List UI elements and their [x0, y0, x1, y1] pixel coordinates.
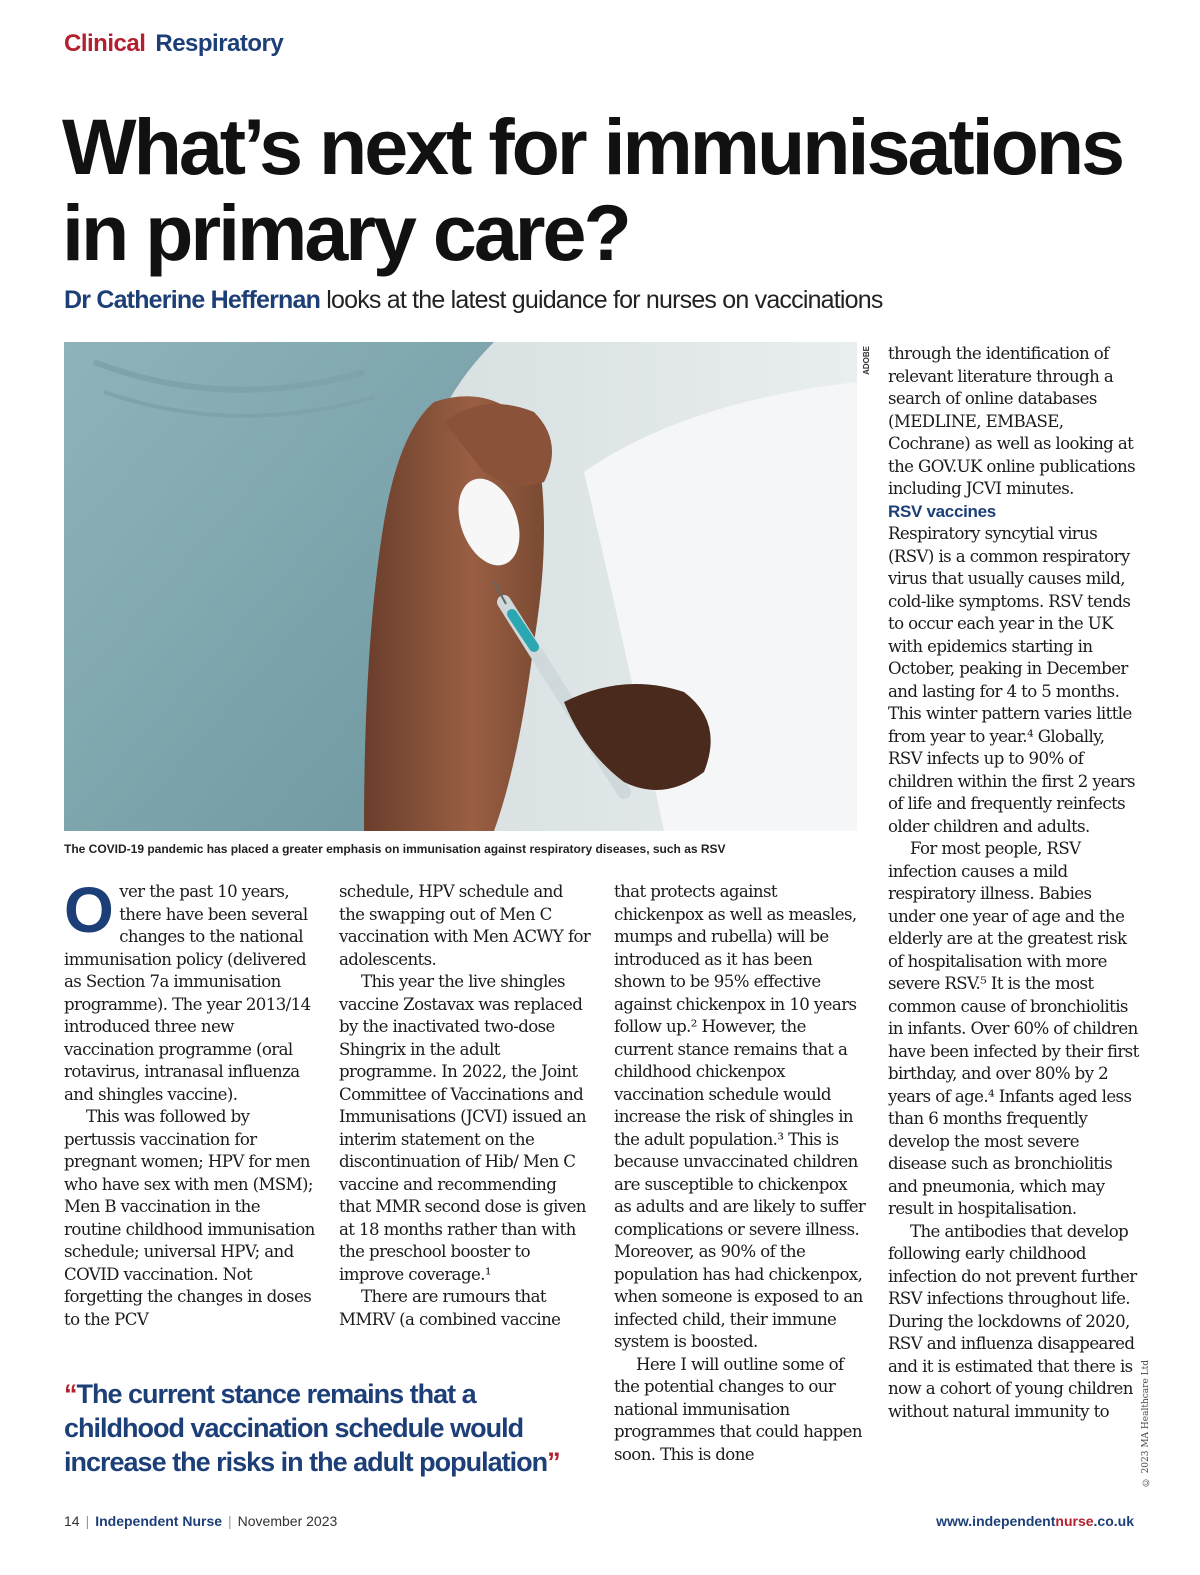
article-photo	[64, 342, 857, 831]
paragraph: schedule, HPV schedule and the swapping out of Men C vaccination with Men ACWY for adolescents.	[339, 882, 591, 969]
standfirst	[64, 286, 1064, 315]
pull-quote	[64, 1377, 584, 1479]
section-subcategory: Respiratory	[155, 30, 284, 57]
article-column-2	[339, 881, 591, 1331]
paragraph: This was followed by pertussis vaccination for pregnant women; HPV for men who have sex with men (MSM); Men B vaccination in the routine childhood immunisation schedule; universal HPV; and COVID vaccination. Not forgetting the changes in doses to the PCV	[64, 1107, 315, 1329]
paragraph: Here I will outline some of the potential changes to our national immunisation programmes that could happen soon. This is done	[614, 1354, 862, 1464]
footer-separator: |	[228, 1513, 232, 1529]
open-quote-mark: “	[64, 1379, 77, 1409]
footer-left	[64, 1513, 337, 1529]
photo-caption: The COVID-19 pandemic has placed a greater emphasis on immunisation against respiratory diseases, such as RSV	[64, 842, 726, 856]
standfirst-text: looks at the latest guidance for nurses on vaccinations	[326, 286, 883, 314]
paragraph: through the identification of relevant literature through a search of online databases (MEDLINE, EMBASE, Cochrane) as well as looking at the GOV.UK online publications including JCVI minutes.	[888, 344, 1136, 498]
copyright-notice: © 2023 MA Healthcare Ltd	[1141, 1360, 1151, 1487]
paragraph: that protects against chickenpox as well as measles, mumps and rubella) will be introduced as it has been shown to be 95% effective against chickenpox in 10 years follow up.² However, the current stance remains that a childhood chickenpox vaccination schedule would increase the risk of shingles in the adult population.³ This is because unvaccinated children are susceptible to chickenpox as adults and are likely to suffer complications or severe illness. Moreover, as 90% of the population has had chickenpox, when someone is exposed to an infected child, their immune system is boosted.	[614, 882, 866, 1351]
author-name: Dr Catherine Heffernan	[64, 286, 321, 314]
paragraph: Over the past 10 years, there have been several changes to the national immunisation policy (delivered as Section 7a immunisation programme). The year 2013/14 introduced three new vaccination programme (oral rotavirus, intranasal influenza and shingles vaccine).	[64, 874, 311, 1104]
drop-cap: O	[64, 874, 114, 946]
paragraph: This year the live shingles vaccine Zostavax was replaced by the inactivated two-dose Shingrix in the adult programme. In 2022, the Joint Committee of Vaccinations and Immunisations (JCVI) issued an interim statement on the discontinuation of Hib/ Men C vaccine and recommending that MMR second dose is given at 18 months rather than with the preschool booster to improve coverage.¹	[339, 972, 586, 1284]
article-column-4	[888, 343, 1140, 1423]
publication-name: Independent Nurse	[95, 1513, 223, 1529]
page-footer	[64, 1513, 1134, 1535]
paragraph: For most people, RSV infection causes a mild respiratory illness. Babies under one year of age and the elderly are at the greatest risk of hospitalisation with more severe RSV.⁵ It is the most common cause of bronchiolitis in infants. Over 60% of children have been infected by their first birthday, and over 80% by 2 years of age.⁴ Infants aged less than 6 months frequently develop the most severe disease such as bronchiolitis and pneumonia, which may result in hospitalisation.	[888, 839, 1139, 1218]
paragraph: There are rumours that MMRV (a combined vaccine	[339, 1287, 561, 1329]
footer-separator: |	[85, 1513, 90, 1529]
paragraph: The antibodies that develop following early childhood infection do not prevent further RSV infections throughout life. During the lockdowns of 2020, RSV and influenza disappeared and it is estimated that there is now a cohort of young children without natural immunity to	[888, 1221, 1137, 1421]
section-category: Clinical	[64, 30, 146, 57]
section-subheading: RSV vaccines	[888, 501, 996, 521]
article-headline: What’s next for immunisations in primary care?	[62, 102, 1123, 277]
vaccination-illustration	[64, 342, 857, 831]
article-column-3	[614, 881, 866, 1466]
issue-date: November 2023	[237, 1513, 338, 1529]
close-quote-mark: ”	[547, 1447, 560, 1477]
article-column-1	[64, 874, 316, 1331]
page-number: 14	[64, 1513, 80, 1529]
paragraph: Respiratory syncytial virus (RSV) is a common respiratory virus that usually causes mild, cold-like symptoms. RSV tends to occur each year in the UK with epidemics starting in October, peaking in December and lasting for 4 to 5 months. This winter pattern varies little from year to year.⁴ Globally, RSV infects up to 90% of children within the first 2 years of life and frequently reinfects older children and adults.	[888, 524, 1135, 836]
website-link[interactable]: www.independentnurse.co.uk	[936, 1513, 1134, 1529]
section-label	[64, 30, 283, 58]
pull-quote-text: The current stance remains that a childhood vaccination schedule would increase the risks in the adult population	[64, 1379, 548, 1477]
photo-credit: ADOBE	[862, 346, 871, 375]
